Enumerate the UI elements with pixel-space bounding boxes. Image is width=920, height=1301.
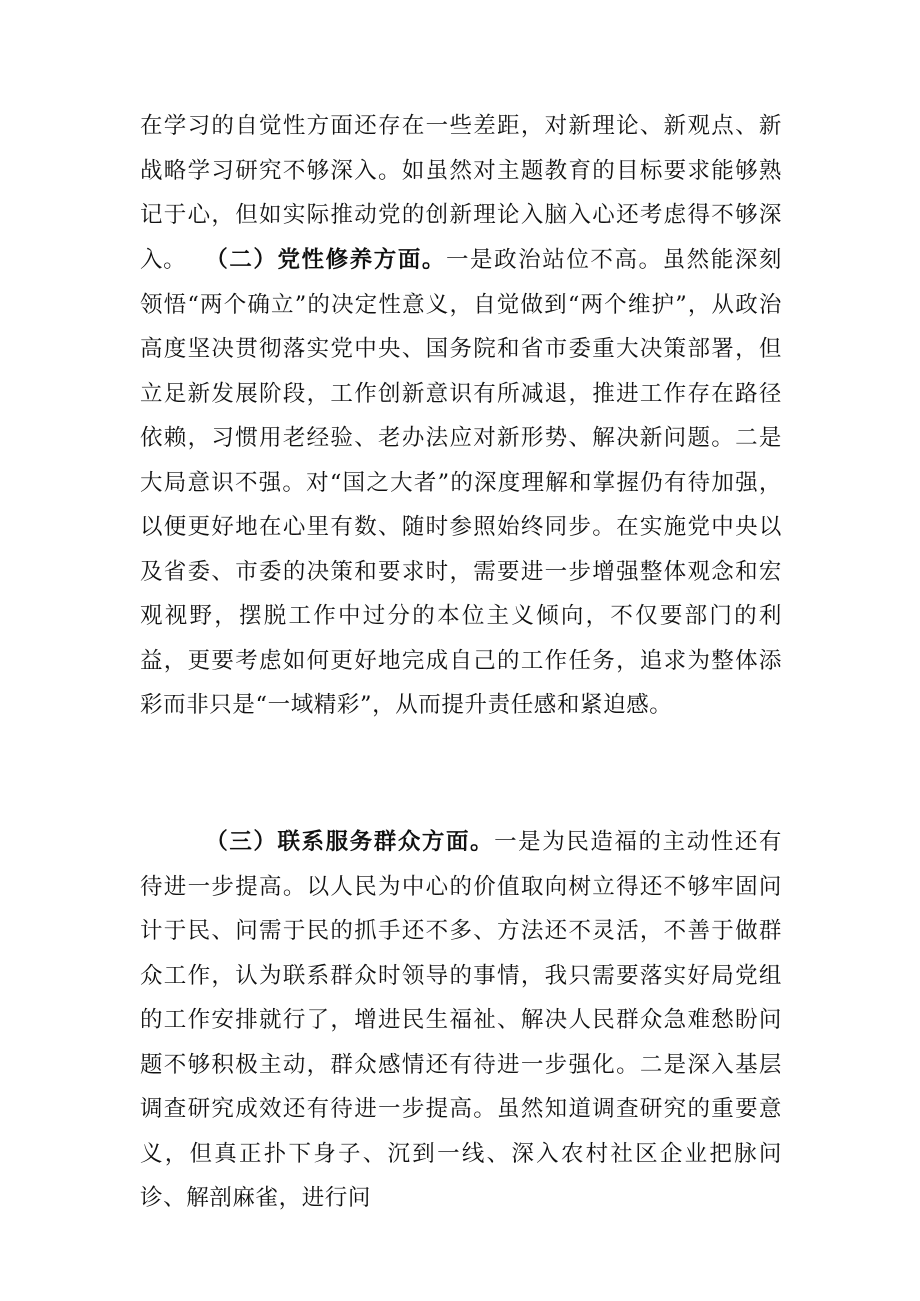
paragraph-serving-masses bbox=[140, 820, 782, 1221]
paragraph-body: 一是政治站位不高。虽然能深刻领悟“两个确立”的决定性意义，自觉做到“两个维护”，从政治高度坚决贯彻落实党中央、国务院和省市委重大决策部署，但立足新发展阶段，工作创新意识有所减退，推进工作存在路径依赖，习惯用老经验、老办法应对新形势、解决新问题。二是大局意识不强。对“国之大者”的深度理解和掌握仍有待加强，以便更好地在心里有数、随时参照始终同步。在实施党中央以及省委、市委的决策和要求时，需要进一步增强整体观念和宏观视野，摆脱工作中过分的本位主义倾向，不仅要部门的利益，更要考虑如何更好地完成自己的工作任务，追求为整体添彩而非只是“一域精彩”，从而提升责任感和紧迫感。 bbox=[140, 247, 782, 718]
section-heading-serving-masses: （三）联系服务群众方面。 bbox=[205, 829, 495, 855]
section-heading-party-spirit: （二）党性修养方面。 bbox=[205, 247, 446, 273]
paragraph-body: 在学习的自觉性方面还存在一些差距，对新理论、新观点、新战略学习研究不够深入。如虽然对主题教育的目标要求能够熟记于心，但如实际推动党的创新理论入脑入心还考虑得不够深入。 bbox=[140, 113, 782, 273]
paragraph-body: 一是为民造福的主动性还有待进一步提高。以人民为中心的价值取向树立得还不够牢固问计于民、问需于民的抓手还不多、方法还不灵活，不善于做群众工作，认为联系群众时领导的事情，我只需要落实好局党组的工作安排就行了，增进民生福祉、解决人民群众急难愁盼问题不够积极主动，群众感情还有待进一步强化。二是深入基层调查研究成效还有待进一步提高。虽然知道调查研究的重要意义，但真正扑下身子、沉到一线、深入农村社区企业把脉问诊、解剖麻雀，进行问 bbox=[140, 829, 782, 1211]
paragraph-party-spirit bbox=[140, 238, 782, 728]
